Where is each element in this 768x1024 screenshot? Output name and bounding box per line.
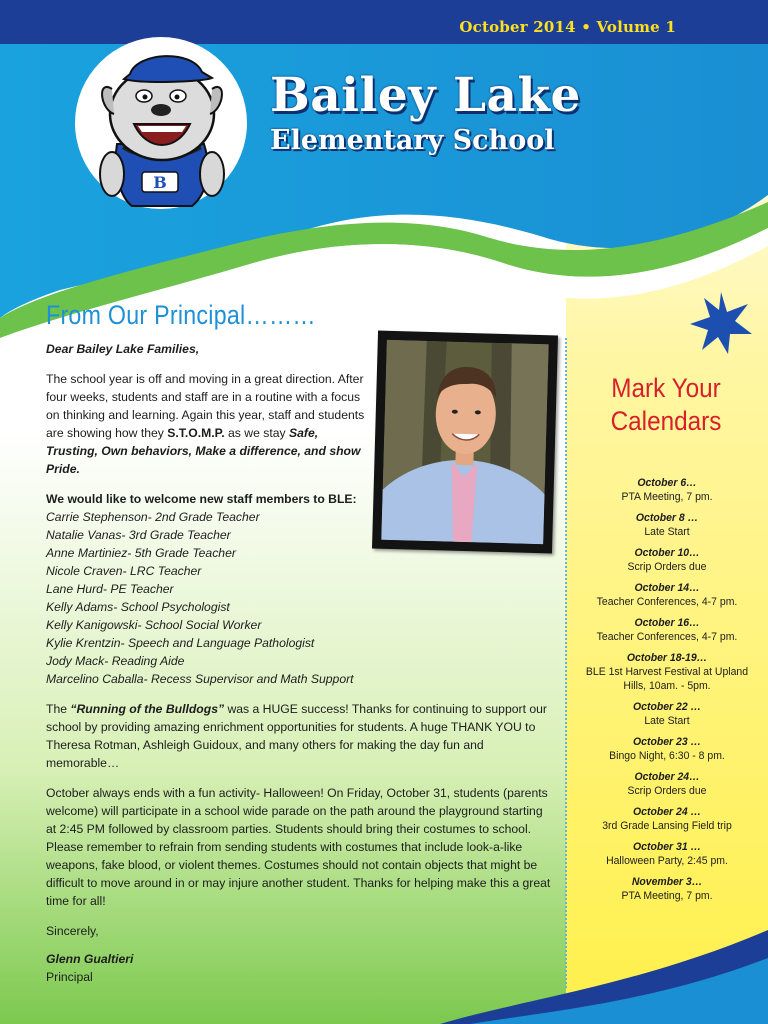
- stomp-values: Safe, Trusting, Own behaviors, Make a difference, and show Pride.: [46, 426, 361, 476]
- calendar-event: [580, 581, 755, 609]
- intro-text: The school year is off and moving in a great direction. After four weeks, students and staff are in a routine with a focus on thinking and learning. Again this year, staff and students are showing how they: [46, 372, 365, 440]
- event-date: October 24…: [634, 771, 700, 783]
- event-desc: Halloween Party, 2:45 pm.: [606, 855, 728, 867]
- event-date: October 10…: [634, 547, 700, 559]
- calendar-event: [580, 651, 755, 693]
- running-text-2: was a HUGE success! Thanks for continuing to support our school by providing amazing enrichment opportunities for students. A huge THANK YOU to Theresa Rotman, Ashleigh Guidoux, and many others for making the day fun and memorable…: [46, 702, 547, 770]
- school-name: [270, 68, 581, 156]
- event-name: “Running of the Bulldogs”: [70, 702, 225, 716]
- principal-section-title: From Our Principal………: [46, 300, 316, 330]
- calendar-event: [580, 805, 755, 833]
- calendar-event: [580, 770, 755, 798]
- calendar-title-line1: Mark Your: [611, 373, 721, 403]
- calendar-title: [587, 372, 745, 438]
- running-text: The: [46, 702, 71, 716]
- event-desc: Teacher Conferences, 4-7 pm.: [596, 631, 738, 643]
- halloween-paragraph: October always ends with a fun activity- Halloween! On Friday, October 31, students (parents welcome) will participate in a school wide parade on the path around the playground starting at 2:45 PM followed by classroom parties. Students should bring their costumes to school. Please remember to refrain from sending students with costumes that include look-a-like weapons, fake blood, or violent themes. Costumes should not contain objects that might be difficult to move around in or may injure another student. Thanks for helping make this a great time for all!: [46, 786, 551, 908]
- event-date: October 6…: [637, 477, 697, 489]
- list-item: Kelly Kanigowski- School Social Worker: [46, 618, 262, 632]
- letter-greeting: Dear Bailey Lake Families,: [46, 342, 200, 356]
- calendar-event: [580, 616, 755, 644]
- school-name-line1: Bailey Lake: [270, 68, 581, 123]
- event-date: October 22 …: [633, 701, 701, 713]
- list-item: Natalie Vanas- 3rd Grade Teacher: [46, 528, 231, 542]
- event-date: October 24 …: [633, 806, 701, 818]
- list-item: Carrie Stephenson- 2nd Grade Teacher: [46, 510, 260, 524]
- stomp-acronym: S.T.O.M.P.: [167, 426, 225, 440]
- event-desc: Bingo Night, 6:30 - 8 pm.: [609, 750, 725, 762]
- calendar-event: [580, 546, 755, 574]
- list-item: Kylie Krentzin- Speech and Language Pathologist: [46, 636, 315, 650]
- issue-dateline: October 2014 • Volume 1: [459, 18, 676, 36]
- event-date: October 23 …: [633, 736, 701, 748]
- staff-heading: We would like to welcome new staff members to BLE:: [46, 492, 357, 506]
- event-date: October 31 …: [633, 841, 701, 853]
- event-desc: Scrip Orders due: [627, 561, 707, 573]
- event-desc: PTA Meeting, 7 pm.: [621, 491, 713, 503]
- principal-photo: [372, 331, 558, 554]
- calendar-title-line2: Calendars: [610, 406, 722, 436]
- event-desc: Scrip Orders due: [627, 785, 707, 797]
- event-date: November 3…: [631, 876, 703, 888]
- calendar-event: [580, 476, 755, 504]
- list-item: Jody Mack- Reading Aide: [46, 654, 185, 668]
- event-desc: Late Start: [644, 715, 690, 727]
- calendar-event: [580, 875, 755, 903]
- event-desc: BLE 1st Harvest Festival at Upland Hills, 10am. - 5pm.: [585, 666, 749, 692]
- list-item: Kelly Adams- School Psychologist: [46, 600, 230, 614]
- signature-name: Glenn Gualtieri: [46, 952, 134, 966]
- calendar-event: [580, 735, 755, 763]
- letter-closing: Sincerely,: [46, 924, 99, 938]
- calendar-event: [580, 840, 755, 868]
- svg-text:B: B: [153, 173, 167, 192]
- event-date: October 14…: [634, 582, 700, 594]
- list-item: Anne Martiniez- 5th Grade Teacher: [46, 546, 236, 560]
- event-date: October 18-19…: [626, 652, 708, 664]
- event-desc: Late Start: [644, 526, 690, 538]
- list-item: Lane Hurd- PE Teacher: [46, 582, 174, 596]
- event-desc: Teacher Conferences, 4-7 pm.: [596, 596, 738, 608]
- calendar-events: [580, 476, 755, 910]
- calendar-event: [580, 700, 755, 728]
- event-desc: 3rd Grade Lansing Field trip: [602, 820, 732, 832]
- intro-text-2: as we stay: [224, 426, 289, 440]
- school-name-line2: Elementary School: [270, 125, 555, 156]
- event-date: October 8 …: [635, 512, 699, 524]
- list-item: Marcelino Caballa- Recess Supervisor and Math Support: [46, 672, 354, 686]
- signature-role: Principal: [46, 970, 93, 984]
- column-divider: [565, 338, 567, 988]
- list-item: Nicole Craven- LRC Teacher: [46, 564, 202, 578]
- bulldog-mascot-icon: [72, 34, 250, 212]
- event-date: October 16…: [634, 617, 700, 629]
- calendar-event: [580, 511, 755, 539]
- running-of-bulldogs-paragraph: [46, 700, 551, 772]
- letter-intro: [46, 370, 368, 478]
- star-icon: [688, 290, 754, 356]
- event-desc: PTA Meeting, 7 pm.: [621, 890, 713, 902]
